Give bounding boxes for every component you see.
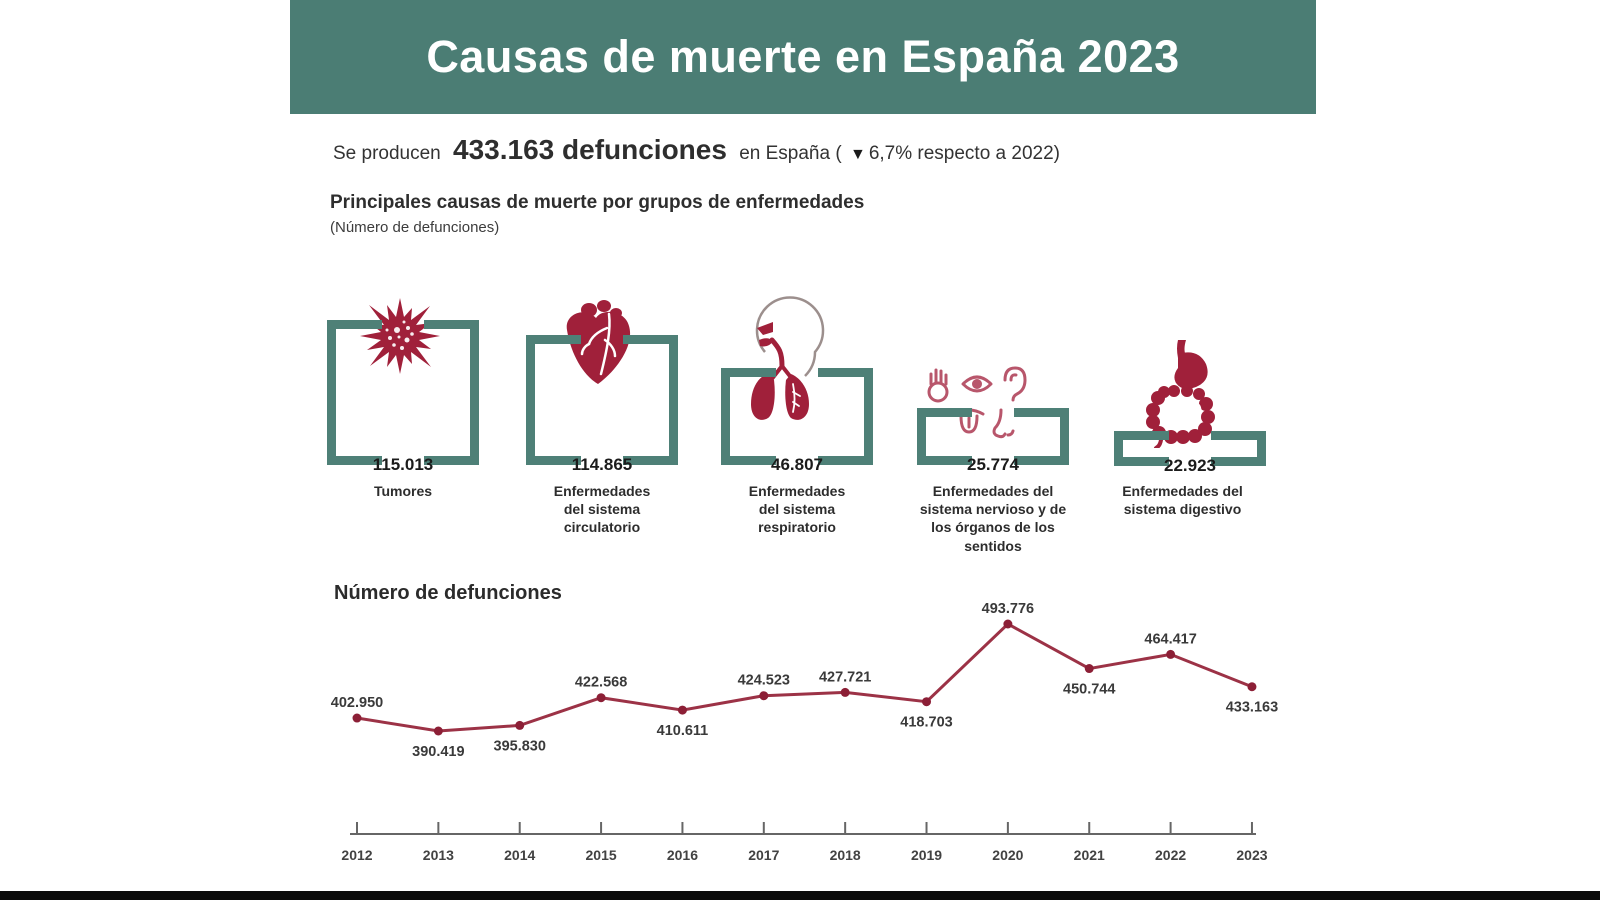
intro-sentence xyxy=(333,134,1060,166)
x-tick-2013: 2013 xyxy=(422,847,454,863)
point-label-2021: 450.744 xyxy=(1063,681,1116,698)
bottom-black-bar xyxy=(0,891,1600,900)
cause-value-circulatorio: 114.865 xyxy=(571,455,633,474)
point-label-2020: 493.776 xyxy=(981,600,1035,617)
intro-suffix: 6,7% respecto a 2022) xyxy=(868,143,1060,164)
x-tick-2021: 2021 xyxy=(1073,847,1105,863)
point-label-2023: 433.163 xyxy=(1225,699,1279,716)
x-tick-2016: 2016 xyxy=(666,847,699,863)
x-tick-2022: 2022 xyxy=(1155,847,1187,863)
x-tick-2023: 2023 xyxy=(1236,847,1268,863)
x-tick-2020: 2020 xyxy=(992,847,1024,863)
bracket-frame-tumores xyxy=(327,320,479,474)
x-tick-2015: 2015 xyxy=(585,847,617,863)
total-deaths-value: 433.163 defunciones xyxy=(453,134,727,165)
x-tick-2019: 2019 xyxy=(910,847,943,863)
point-label-2012: 402.950 xyxy=(330,695,384,712)
bracket-left xyxy=(327,320,382,465)
point-label-2016: 410.611 xyxy=(656,723,709,740)
point-label-2013: 390.419 xyxy=(412,744,465,760)
header-banner xyxy=(290,0,1316,114)
intro-middle: en España ( xyxy=(733,143,847,164)
cause-value-respiratorio: 46.807 xyxy=(771,455,823,474)
cause-value-nervioso: 25.774 xyxy=(967,455,1019,474)
cause-label-respiratorio: Enfermedades del sistema respiratorio xyxy=(748,483,846,536)
bracket-right xyxy=(818,368,873,465)
point-label-2015: 422.568 xyxy=(574,674,628,691)
point-label-2019: 418.703 xyxy=(900,714,953,731)
point-label-2014: 395.830 xyxy=(493,738,546,755)
cause-label-circulatorio: Enfermedades del sistema circulatorio xyxy=(553,483,651,536)
bracket-frame-circulatorio xyxy=(526,335,678,474)
bracket-right xyxy=(623,335,678,465)
cause-value-tumores: 115.013 xyxy=(372,455,434,474)
cause-label-digestivo: Enfermedades del sistema digestivo xyxy=(1122,483,1243,518)
bracket-frame-nervioso xyxy=(917,408,1069,474)
x-tick-2014: 2014 xyxy=(504,847,536,863)
page-title: Causas de muerte en España 2023 xyxy=(426,31,1180,82)
decrease-arrow-icon: ▼ xyxy=(849,146,866,163)
x-tick-2018: 2018 xyxy=(829,847,861,863)
x-tick-2012: 2012 xyxy=(341,847,373,863)
section-subtitle: (Número de defunciones) xyxy=(330,219,500,236)
bracket-right xyxy=(424,320,479,465)
cause-label-nervioso: Enfermedades del sistema nervioso y de los órganos de los sentidos xyxy=(919,483,1067,554)
bracket-left xyxy=(721,368,776,465)
x-tick-2017: 2017 xyxy=(748,847,780,863)
bracket-frame-respiratorio xyxy=(721,368,873,474)
bracket-left xyxy=(526,335,581,465)
cause-value-digestivo: 22.923 xyxy=(1164,456,1216,475)
point-label-2022: 464.417 xyxy=(1144,631,1197,648)
point-label-2017: 424.523 xyxy=(737,672,791,689)
cause-label-tumores: Tumores xyxy=(373,483,433,499)
point-label-2018: 427.721 xyxy=(818,669,872,686)
section-title: Principales causas de muerte por grupos de enfermedades xyxy=(330,192,865,213)
deaths-line-chart xyxy=(300,600,1300,885)
bracket-frame-digestivo xyxy=(1114,431,1266,475)
chart-title: Número de defunciones xyxy=(334,582,562,604)
intro-prefix: Se producen xyxy=(333,143,447,164)
